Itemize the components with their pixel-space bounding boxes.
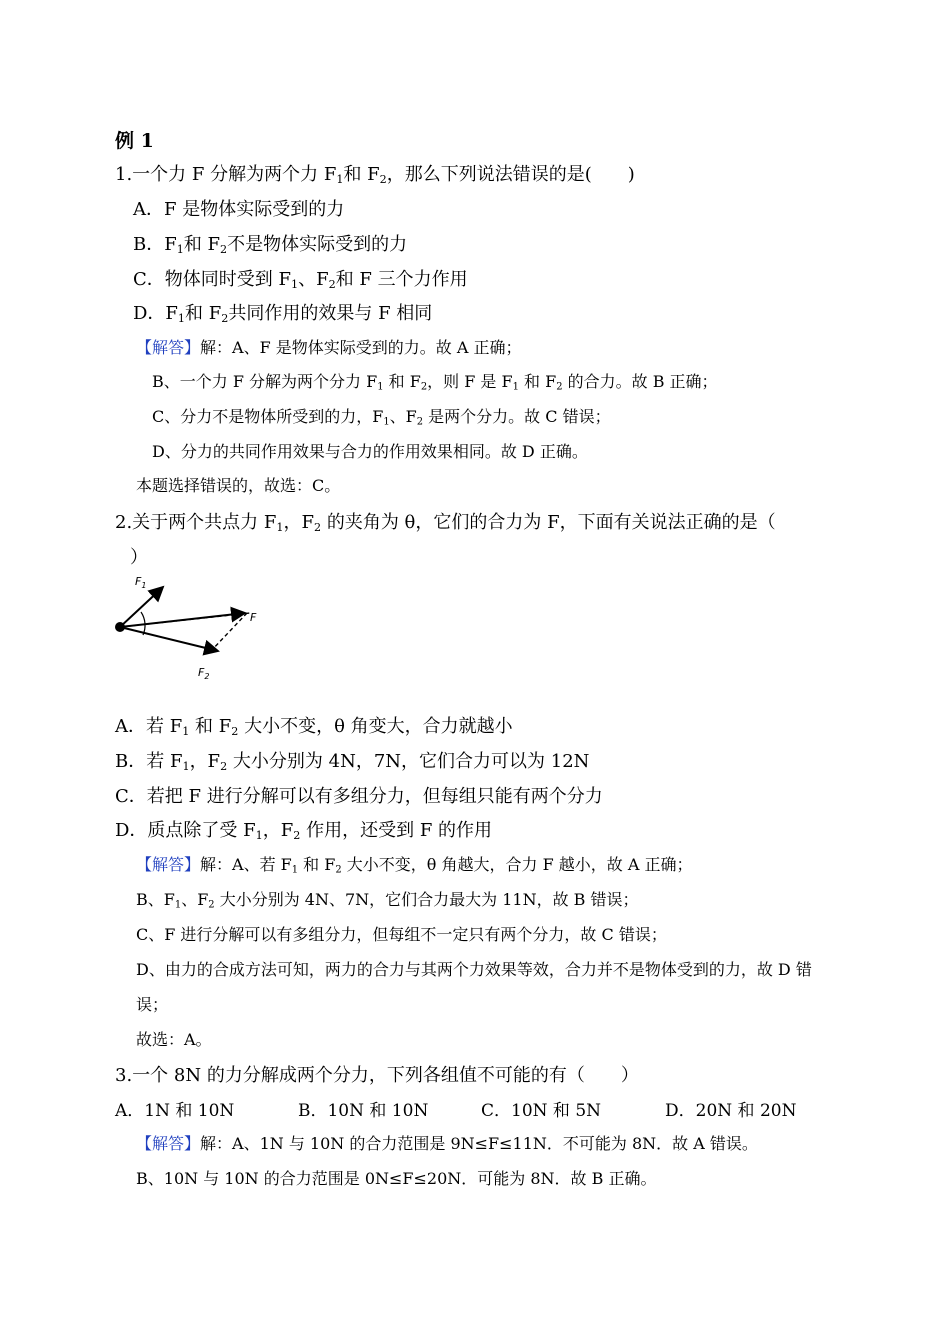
answer-tag: 【解答】 xyxy=(136,855,201,874)
q1-answer-line-5: 本题选择错误的，故选：C。 xyxy=(136,476,341,495)
q1-answer-line-3: C、分力不是物体所受到的力，$F_1$、$F_2$ 是两个分力。故 C 错误； xyxy=(152,407,611,428)
q1-answer-line-2: B、一个力 F 分解为两个分力 $F_1$ 和 $F_2$，则 F 是 $F_1$ 和 $F_2$ 的合力。故 B 正确； xyxy=(152,372,718,393)
f2-label: $F_2$ xyxy=(198,666,210,681)
answer-tag: 【解答】 xyxy=(136,1134,201,1153)
q2-option-a: A．若 $F_1$ 和 $F_2$ 大小不变，θ 角变大，合力就越小 xyxy=(115,716,513,738)
q1-stem: 1.一个力 F 分解为两个力 $F_1$和 $F_2$，那么下列说法错误的是( ) xyxy=(115,164,635,186)
q3-option-d: D．20N 和 20N xyxy=(665,1101,797,1121)
q2-option-c: C．若把 F 进行分解可以有多组分力，但每组只能有两个分力 xyxy=(115,786,603,807)
q1-option-b: B．$F_1$和 $F_2$不是物体实际受到的力 xyxy=(133,234,408,256)
q3-option-a: A．1N 和 10N xyxy=(115,1101,235,1121)
parallelogram-right-dashed xyxy=(210,613,247,652)
force-diagram xyxy=(105,565,275,690)
q1-option-d: D．$F_1$和 $F_2$共同作用的效果与 F 相同 xyxy=(133,303,433,325)
f-label: F xyxy=(250,611,257,624)
point-mass xyxy=(115,622,125,632)
q3-answer-line-1: 【解答】解：A、1N 与 10N 的合力范围是 9N≤F≤11N．不可能为 8N．故 A 错误。 xyxy=(136,1134,758,1153)
q2-answer-line-3: C、F 进行分解可以有多组分力，但每组不一定只有两个分力，故 C 错误； xyxy=(136,925,667,944)
q3-answer-line-2: B、10N 与 10N 的合力范围是 0N≤F≤20N．可能为 8N．故 B 正确。 xyxy=(136,1169,657,1188)
q2-answer-line-1: 【解答】解：A、若 $F_1$ 和 $F_2$ 大小不变，θ 角越大，合力 F 越小，故 A 正确； xyxy=(136,855,693,876)
q1-answer-line-4: D、分力的共同作用效果与合力的作用效果相同。故 D 正确。 xyxy=(152,442,588,461)
q2-answer-line-5: 故选：A。 xyxy=(136,1030,212,1049)
f1-label: $F_1$ xyxy=(135,575,147,590)
q2-answer-line-4b: 误； xyxy=(136,995,169,1014)
answer-tag: 【解答】 xyxy=(136,338,201,357)
f2-arrow xyxy=(120,627,218,651)
q2-option-b: B．若 $F_1$，$F_2$ 大小分别为 4N，7N，它们合力可以为 12N xyxy=(115,751,590,773)
q2-stem: 2.关于两个共点力 $F_1$，$F_2$ 的夹角为 θ，它们的合力为 F，下面有关说法正确的是（ xyxy=(115,512,776,534)
q1-option-c: C．物体同时受到 $F_1$、$F_2$和 F 三个力作用 xyxy=(133,269,468,291)
q2-answer-line-2: B、$F_1$、$F_2$ 大小分别为 4N、7N，它们合力最大为 11N，故 B 错误； xyxy=(136,890,639,911)
example-title: 例 1 xyxy=(115,130,154,152)
q2-stem-continued: ） xyxy=(130,547,148,568)
q3-option-c: C．10N 和 5N xyxy=(481,1101,602,1121)
q3-option-b: B．10N 和 10N xyxy=(298,1101,429,1121)
q2-option-d: D．质点除了受 $F_1$，$F_2$ 作用，还受到 F 的作用 xyxy=(115,820,493,842)
q2-answer-line-4: D、由力的合成方法可知，两力的合力与其两个力效果等效，合力并不是物体受到的力，故 D 错 xyxy=(136,960,812,979)
q1-answer-line-1: 【解答】解：A、F 是物体实际受到的力。故 A 正确； xyxy=(136,338,522,357)
q1-option-a: A．F 是物体实际受到的力 xyxy=(133,199,345,220)
q3-stem: 3.一个 8N 的力分解成两个分力，下列各组值不可能的有（ ） xyxy=(115,1065,639,1086)
f1-arrow xyxy=(120,587,163,627)
f-arrow xyxy=(120,613,245,627)
